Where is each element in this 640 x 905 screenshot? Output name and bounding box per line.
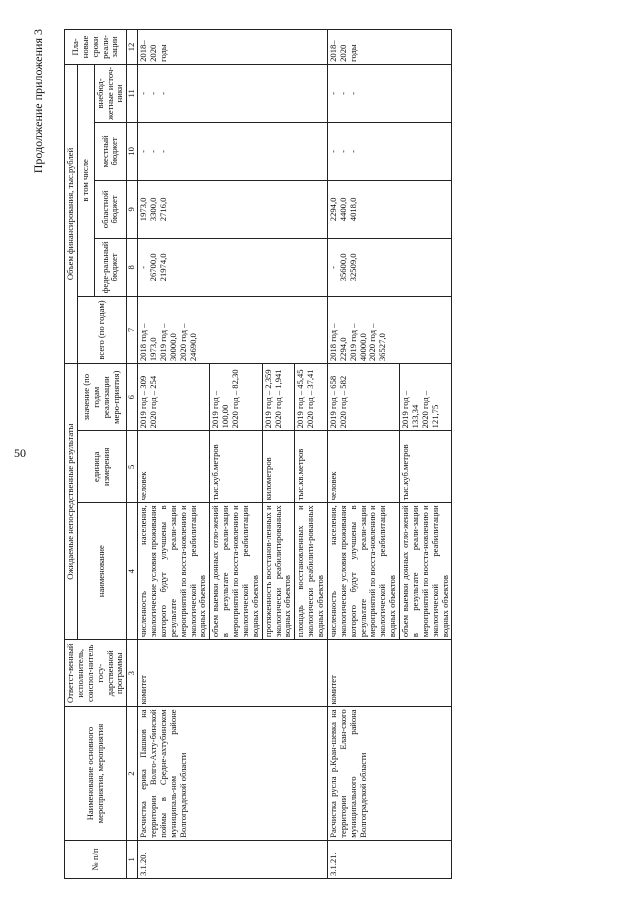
result-value: 2019 год – 2,359 2020 год – 1,941 [262, 364, 295, 431]
result-value: 2019 год – 658 2020 год – 582 [327, 364, 399, 431]
result-unit: тыс.кв.метров [295, 431, 328, 503]
col-num: 7 [127, 296, 138, 363]
rotated-page [31, 17, 640, 887]
total-funding: 2018 год – 1973,0 2019 год – 30000,0 2020 год – 24690,0 [138, 296, 328, 363]
hdr-res-unit: единица измерения [77, 431, 126, 503]
hdr-term: Пла-новые сроки реали-зации [65, 30, 127, 65]
regional-budget: 1973,0 3300,0 2716,0 [138, 180, 328, 238]
regional-budget: 2294,0 4400,0 4018,0 [327, 180, 452, 238]
result-value: 2019 год – 100,00 2020 год – 82,30 [210, 364, 262, 431]
federal-budget: - 26700,0 21974,0 [138, 238, 328, 296]
planned-term: 2018– 2020 годы [327, 30, 452, 65]
col-num: 11 [127, 64, 138, 122]
result-name: объем выемки донных отло-жений в результате реали-зации мероприятий по восста-новлению и экологической реабилитации водных объектов [210, 503, 262, 640]
responsible: комитет [138, 640, 328, 707]
total-funding: 2018 год – 2294,0 2019 год – 40000,0 2020 год – 36527,0 [327, 296, 452, 363]
result-name: площадь восстановленных и экологически реабилити-рованных водных объектов [295, 503, 328, 640]
federal-budget: - 35600,0 32509,0 [327, 238, 452, 296]
result-unit: тыс.куб.метров [210, 431, 262, 503]
continuation-title: Продолжение приложения 3 [31, 29, 45, 174]
row-number: 3.1.20. [138, 840, 328, 878]
hdr-results: Ожидаемые непосредственные результаты [65, 364, 78, 640]
hdr-resp: Ответст-венный исполнитель, соиспол-нитель госу-дарственной программы [65, 640, 127, 707]
result-name: численность населения, экологические условия проживания которого будут улучшены в результате реали-зации мероприятий по восста-новлению и экологической реабилитации водных объектов [138, 503, 210, 640]
col-num: 6 [127, 364, 138, 431]
result-value: 2019 год – 45,45 2020 год – 37,41 [295, 364, 328, 431]
activity-name: Расчистка ерика Пашков на территории Волго-Ахту-бинской поймы в Средне-ахтубинском муниципаль-ном районе Волгоградской области [138, 707, 328, 840]
col-num: 12 [127, 30, 138, 65]
row-number: 3.1.21. [327, 840, 452, 878]
col-num: 3 [127, 640, 138, 707]
result-unit: тыс.куб.метров [400, 431, 452, 503]
result-unit: человек [138, 431, 210, 503]
hdr-ext: внебюд-жетные источ-ники [94, 64, 127, 122]
page-number: 50 [14, 446, 26, 460]
col-num: 9 [127, 180, 138, 238]
col-num: 10 [127, 122, 138, 180]
planned-term: 2018– 2020 годы [138, 30, 328, 65]
col-num: 2 [127, 707, 138, 840]
result-name: протяженность восстанов-ленных и экологически реабилитированных водных объектов [262, 503, 295, 640]
activity-name: Расчистка русла р.Кран-шевка на территории Елан-ского муниципального района Волгоградской области [327, 707, 452, 840]
hdr-res-value: значение (по годам реализации меро-приятия) [77, 364, 126, 431]
result-value: 2019 год – 309 2020 год – 254 [138, 364, 210, 431]
result-name: численность населения, экологические условия проживания которого будут улучшены в результате реали-зации мероприятий по восста-новлению и экологической реабилитации водных объектов [327, 503, 399, 640]
result-value: 2019 год – 133,34 2020 год – 121,75 [400, 364, 452, 431]
hdr-fed: феде-ральный бюджет [94, 238, 127, 296]
col-num: 1 [127, 840, 138, 878]
hdr-incl: в том числе [77, 64, 94, 296]
col-num: 5 [127, 431, 138, 503]
program-table [64, 29, 452, 879]
hdr-total: всего (по годам) [77, 296, 126, 363]
responsible: комитет [327, 640, 452, 707]
col-num: 8 [127, 238, 138, 296]
local-budget: - - - [138, 122, 328, 180]
result-name: объем выемки донных отло-жений в результате реали-зации мероприятий по восста-новлению и экологической реабилитации водных объектов [400, 503, 452, 640]
hdr-name: Наименование основного мероприятия, мероприятия [65, 707, 127, 840]
result-unit: человек [327, 431, 399, 503]
col-num: 4 [127, 503, 138, 640]
local-budget: - - - [327, 122, 452, 180]
hdr-reg: областной бюджет [94, 180, 127, 238]
extrabudget: - - - [327, 64, 452, 122]
hdr-no: № п/п [65, 840, 127, 878]
hdr-funding: Объем финансирования, тыс.рублей [65, 64, 78, 363]
hdr-loc: местный бюджет [94, 122, 127, 180]
hdr-res-name: наименование [77, 503, 126, 640]
extrabudget: - - - [138, 64, 328, 122]
result-unit: километров [262, 431, 295, 503]
